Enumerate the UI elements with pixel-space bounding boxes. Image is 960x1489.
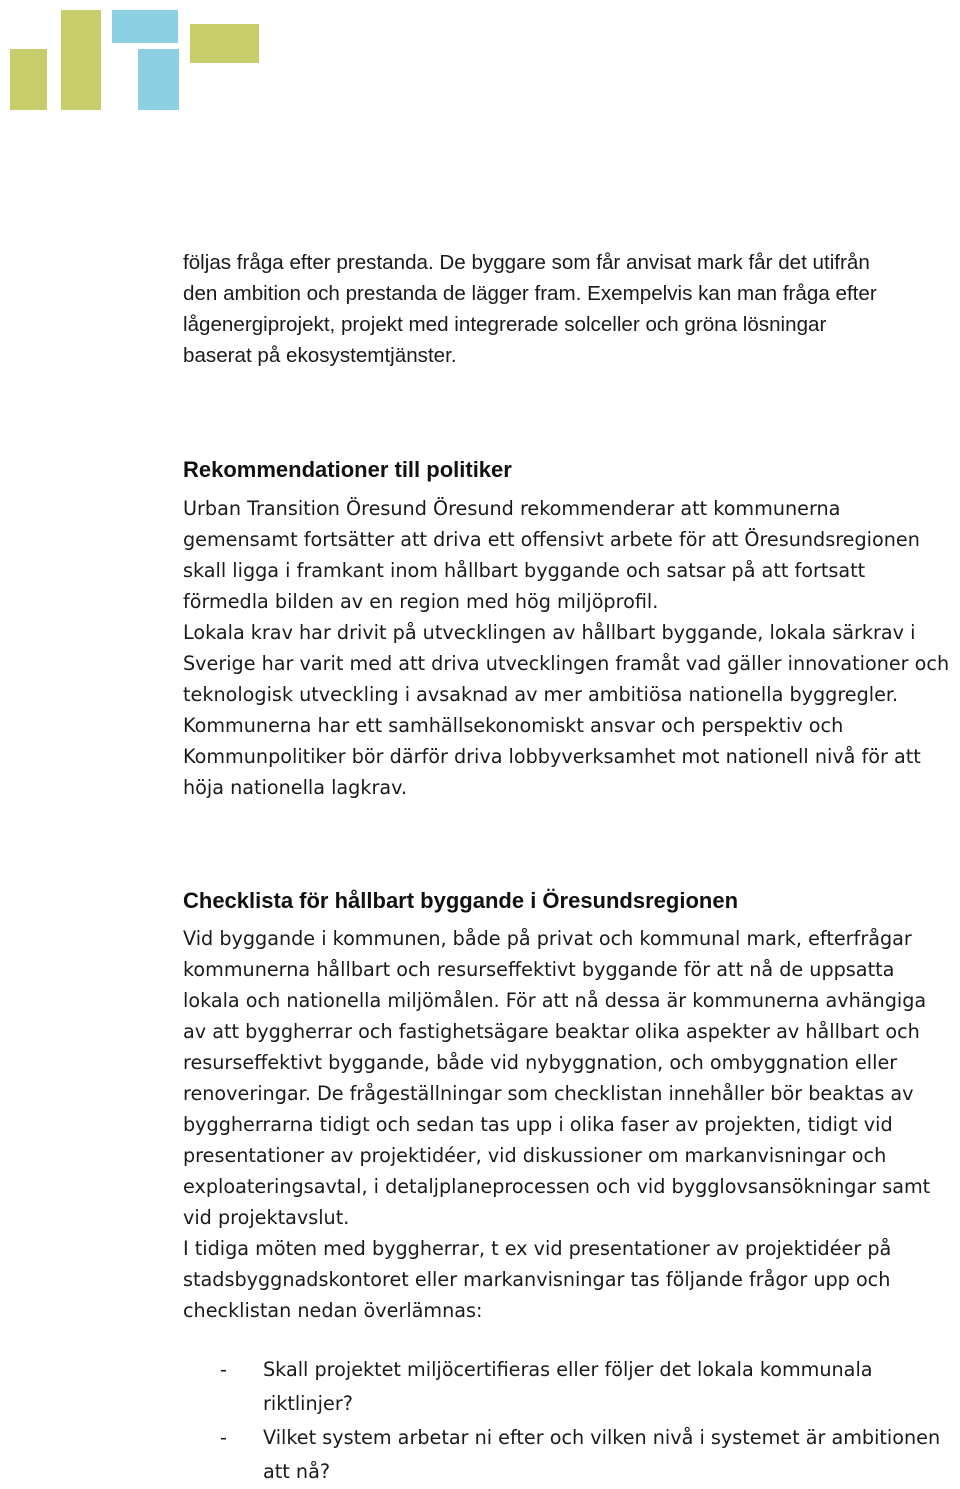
logo-block-blue-upper xyxy=(112,10,178,43)
text-line: höja nationella lagkrav. xyxy=(183,776,408,799)
logo-block-olive-tall xyxy=(61,10,101,110)
text-line: Vid byggande i kommunen, både på privat och kommunal mark, efterfrågar xyxy=(183,927,912,950)
text-line: vid projektavslut. xyxy=(183,1206,350,1229)
text-line: kommunerna hållbart och resurseffektivt byggande för att nå de uppsatta xyxy=(183,958,895,981)
checklist-questions-list xyxy=(183,1353,960,1489)
text-line: Sverige har varit med att driva utvecklingen framåt vad gäller innovationer och xyxy=(183,652,950,675)
text-line: Kommunpolitiker bör därför driva lobbyverksamhet mot nationell nivå för att xyxy=(183,745,921,768)
list-item xyxy=(183,1421,960,1489)
section-heading-checklist: Checklista för hållbart byggande i Öresundsregionen xyxy=(183,888,739,913)
checklist-paragraph xyxy=(183,923,960,1326)
list-item-text: Vilket system arbetar ni efter och vilken nivå i systemet är ambitionen xyxy=(263,1426,941,1449)
list-item-text: att nå? xyxy=(263,1460,331,1483)
logo-block-olive-right xyxy=(190,24,259,63)
text-line: Kommunerna har ett samhällsekonomiskt ansvar och perspektiv och xyxy=(183,714,844,737)
list-item-text: riktlinjer? xyxy=(263,1392,353,1415)
text-line: lokala och nationella miljömålen. För att nå dessa är kommunerna avhängiga xyxy=(183,989,927,1012)
intro-paragraph xyxy=(183,247,960,371)
text-line: checklistan nedan överlämnas: xyxy=(183,1299,483,1322)
text-line: renoveringar. De frågeställningar som checklistan innehåller bör beaktas av xyxy=(183,1082,914,1105)
text-line: den ambition och prestanda de lägger fram. Exempelvis kan man fråga efter xyxy=(183,282,877,305)
text-line: presentationer av projektidéer, vid diskussioner om markanvisningar och xyxy=(183,1144,887,1167)
text-line: Urban Transition Öresund Öresund rekommenderar att kommunerna xyxy=(183,497,841,520)
recommendations-paragraph xyxy=(183,493,960,803)
text-line: teknologisk utveckling i avsaknad av mer ambitiösa nationella byggregler. xyxy=(183,683,899,706)
text-line: byggherrarna tidigt och sedan tas upp i olika faser av projekten, tidigt vid xyxy=(183,1113,893,1136)
text-line: lågenergiprojekt, projekt med integrerade solceller och gröna lösningar xyxy=(183,313,827,336)
logo-block-blue-lower xyxy=(138,49,179,110)
bullet-marker: - xyxy=(220,1426,227,1449)
text-line: I tidiga möten med byggherrar, t ex vid presentationer av projektidéer på xyxy=(183,1237,892,1260)
section-heading-recommendations: Rekommendationer till politiker xyxy=(183,457,512,482)
text-line: av att byggherrar och fastighetsägare beaktar olika aspekter av hållbart och xyxy=(183,1020,920,1043)
text-line: exploateringsavtal, i detaljplaneprocessen och vid bygglovsansökningar samt xyxy=(183,1175,931,1198)
list-item-text: Skall projektet miljöcertifieras eller följer det lokala kommunala xyxy=(263,1358,873,1381)
text-line: baserat på ekosystemtjänster. xyxy=(183,344,457,367)
text-line: gemensamt fortsätter att driva ett offensivt arbete för att Öresundsregionen xyxy=(183,528,920,551)
logo-block-olive-small xyxy=(10,49,47,110)
text-line: förmedla bilden av en region med hög miljöprofil. xyxy=(183,590,659,613)
text-line: skall ligga i framkant inom hållbart byggande och satsar på att fortsatt xyxy=(183,559,866,582)
organization-logo xyxy=(0,0,270,115)
text-line: följas fråga efter prestanda. De byggare som får anvisat mark får det utifrån xyxy=(183,251,870,274)
text-line: resurseffektivt byggande, både vid nybyggnation, och ombyggnation eller xyxy=(183,1051,898,1074)
text-line: Lokala krav har drivit på utvecklingen av hållbart byggande, lokala särkrav i xyxy=(183,621,916,644)
list-item xyxy=(183,1353,960,1421)
bullet-marker: - xyxy=(220,1358,227,1381)
text-line: stadsbyggnadskontoret eller markanvisningar tas följande frågor upp och xyxy=(183,1268,891,1291)
